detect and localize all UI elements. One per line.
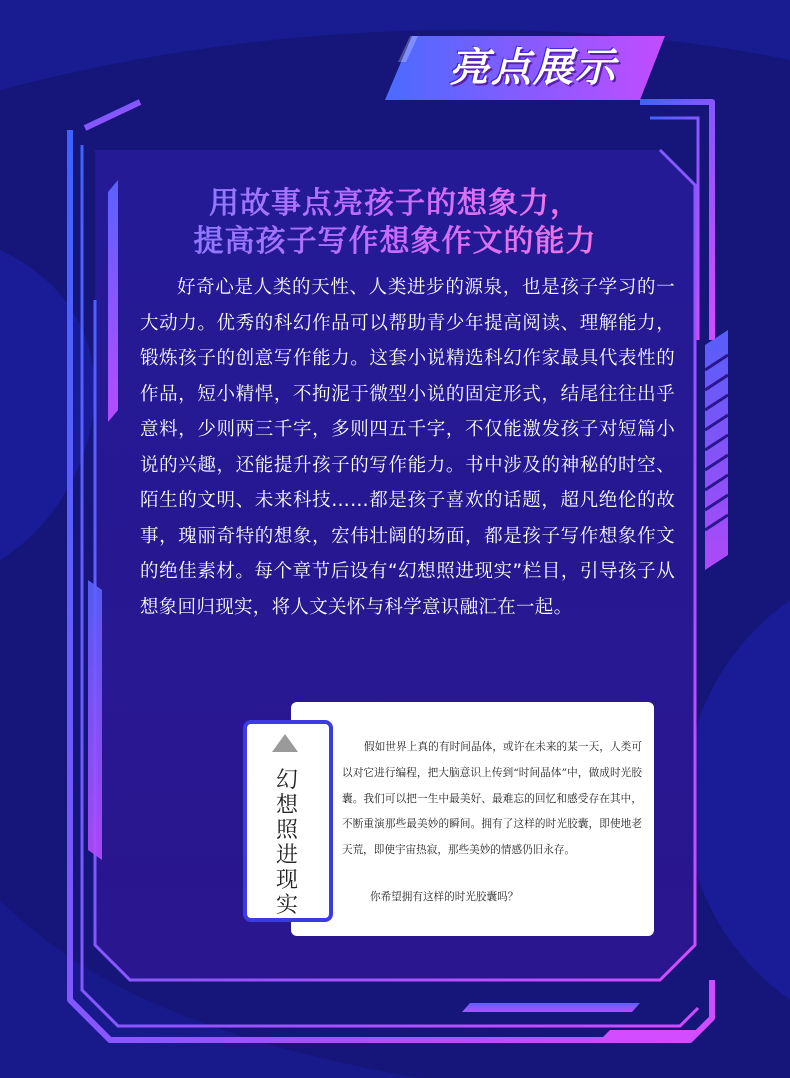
- banner-title: 亮点展示: [449, 45, 617, 91]
- headline-line-1: 用故事点亮孩子的想象力，: [130, 184, 660, 224]
- triangle-icon: [272, 734, 298, 752]
- headline-line-2: 提高孩子写作想象作文的能力: [130, 222, 660, 262]
- body-paragraph: 好奇心是人类的天性、人类进步的源泉，也是孩子学习的一大动力。优秀的科幻作品可以帮助青少年提高阅读、理解能力，锻炼孩子的创意写作能力。这套小说精选科幻作家最具代表性的作品，短小精悍，不拘泥于微型小说的固定形式，结尾往往出乎意料，少则两三千字，多则四五千字，不仅能激发孩子对短篇小说的兴趣，还能提升孩子的写作能力。书中涉及的神秘的时空、陌生的文明、未来科技……都是孩子喜欢的话题，超凡绝伦的故事，瑰丽奇特的想象，宏伟壮阔的场面，都是孩子写作想象作文的绝佳素材。每个章节后设有“幻想照进现实”栏目，引导孩子从想象回归现实，将人文关怀与科学意识融汇在一起。: [140, 277, 675, 618]
- section-tag-label: 幻想照进现实: [275, 768, 298, 918]
- sample-page-question: 你希望拥有这样的时光胶囊吗？: [370, 891, 519, 903]
- sample-page-text: 假如世界上真的有时间晶体，或许在未来的某一天，人类可以对它进行编程，把大脑意识上传到“时间晶体”中，做成时光胶囊。我们可以把一生中最美好、最难忘的回忆和感受存在其中，不断重演那些最美妙的瞬间。拥有了这样的时光胶囊，即使地老天荒，即使宇宙热寂，那些美妙的情感仍旧永存。: [342, 741, 642, 857]
